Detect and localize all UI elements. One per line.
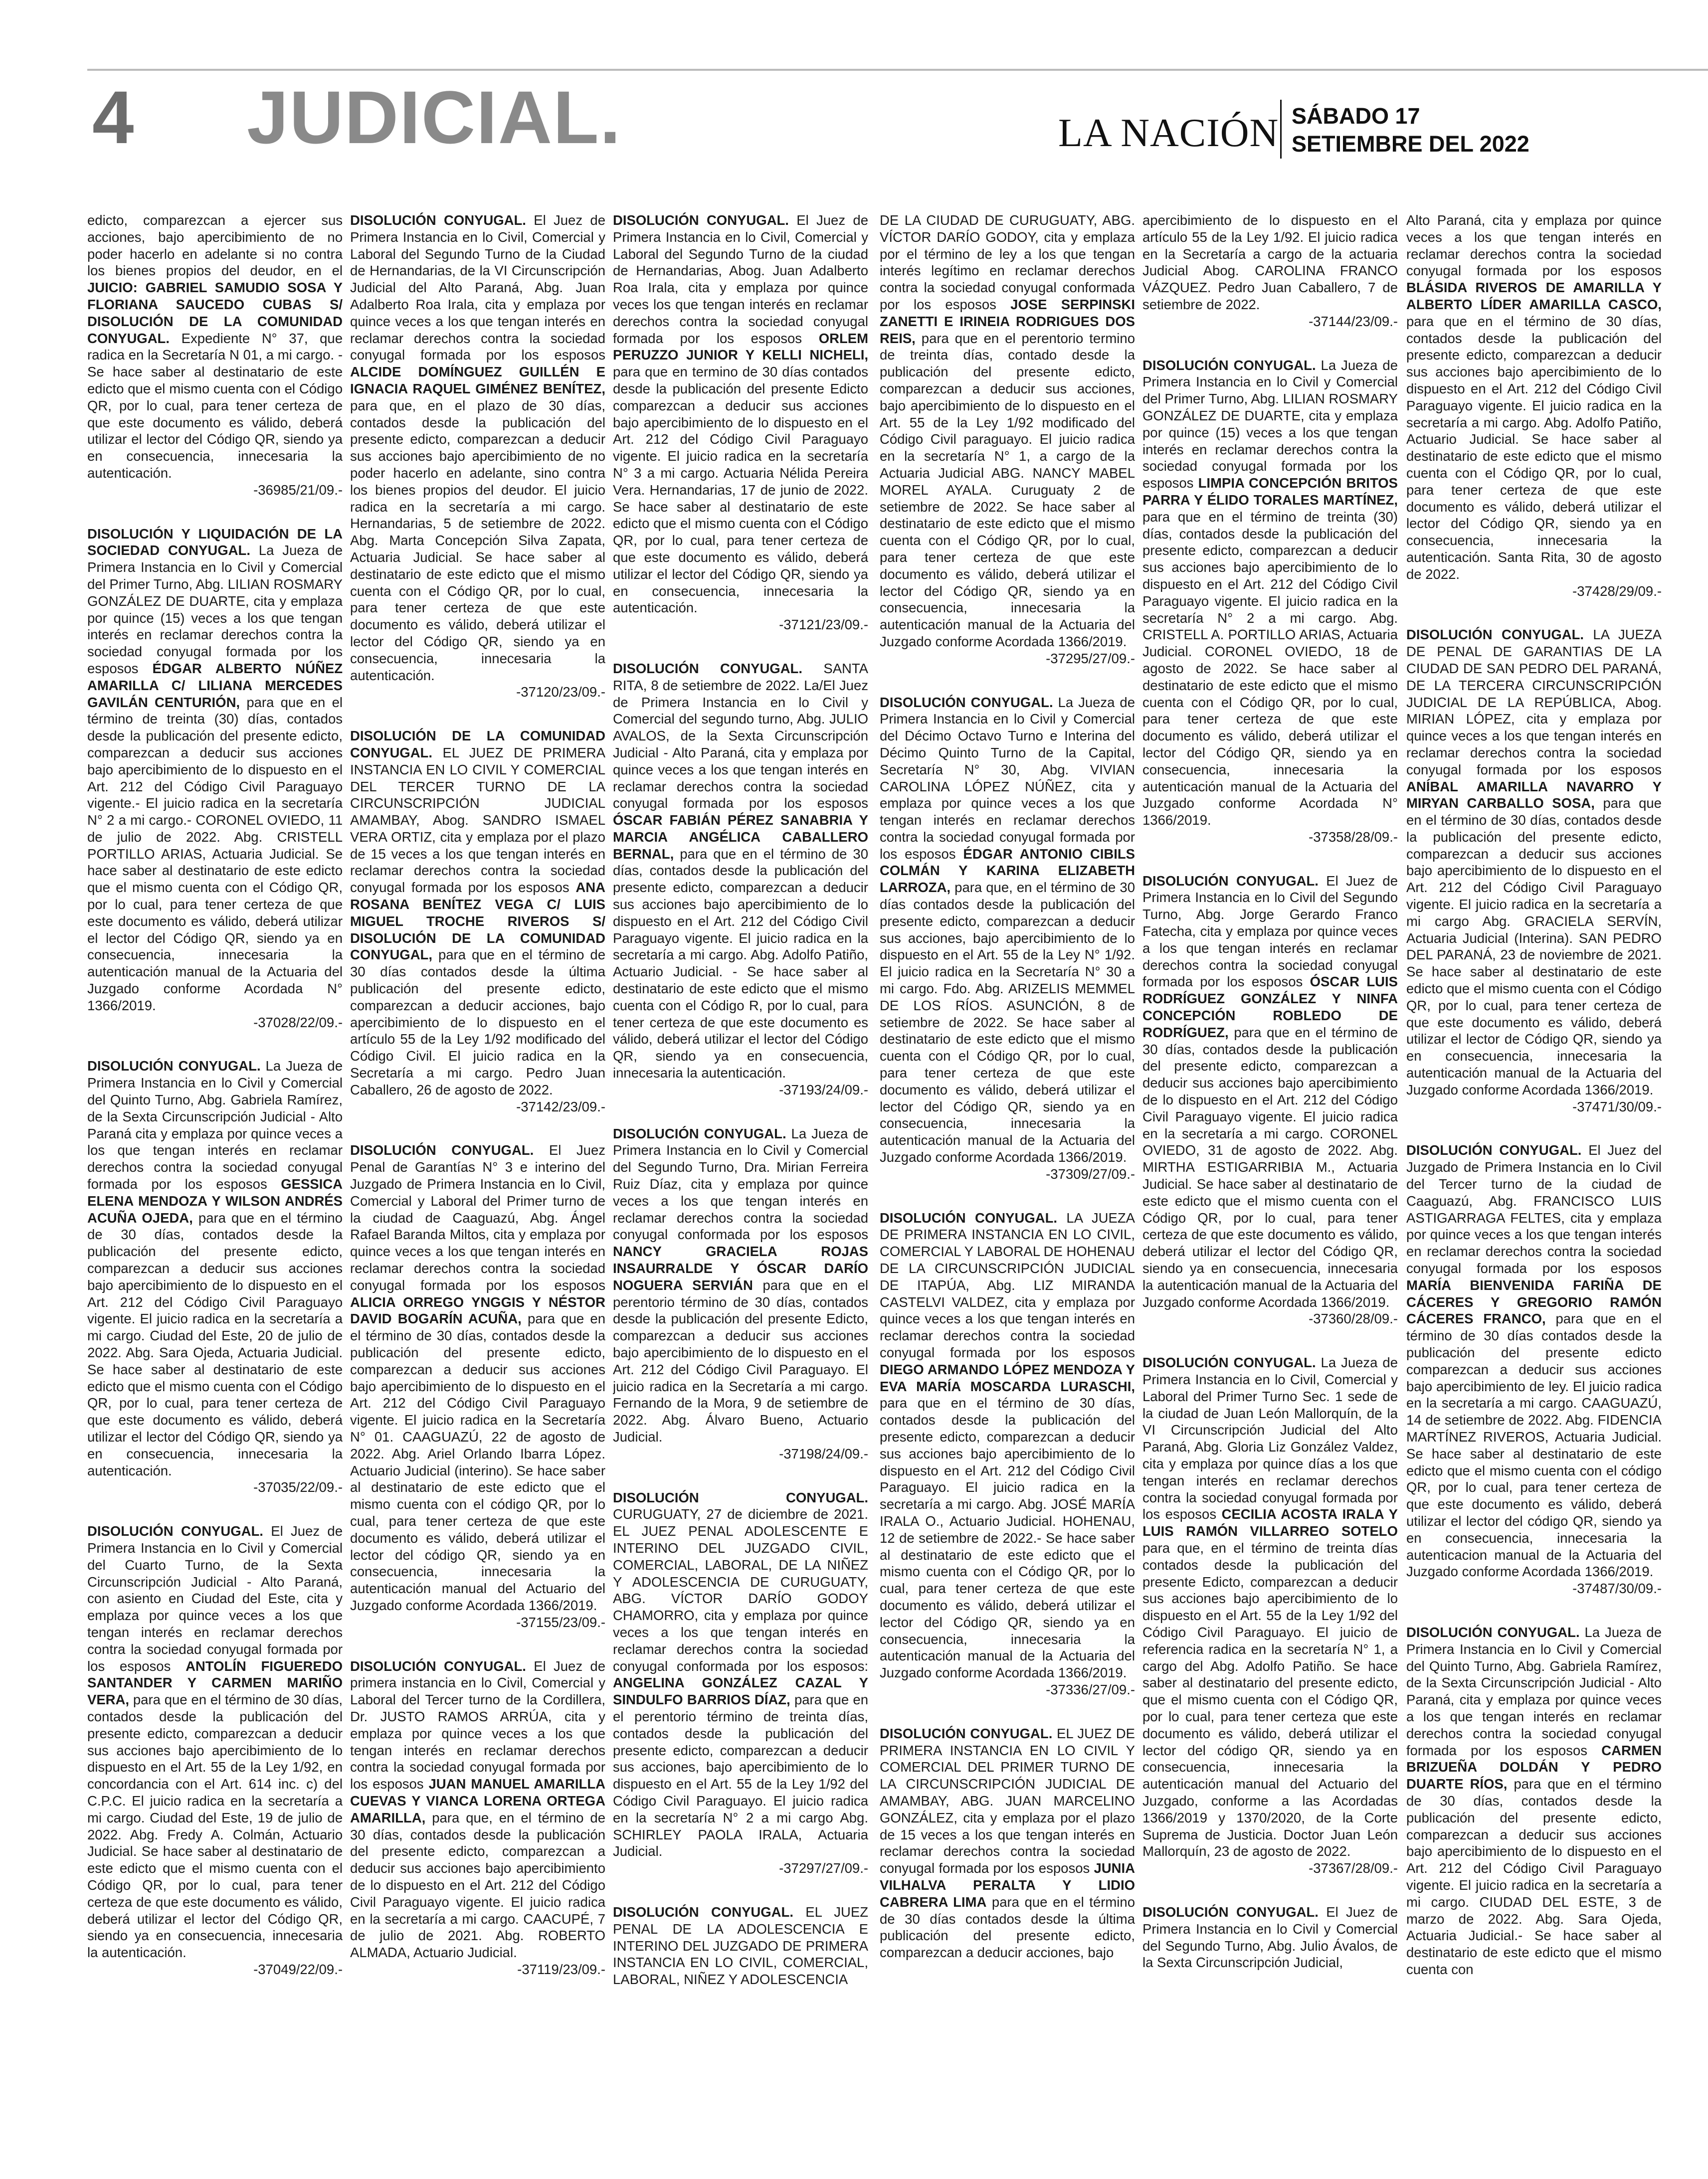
notice-parties: JOSE SERPINSKI ZANETTI E IRINEIA RODRIGUES DOS REIS, xyxy=(880,296,1135,346)
notice-heading: DISOLUCIÓN CONYUGAL. xyxy=(613,212,789,228)
notice-text: Alto Paraná, cita y emplaza por quince veces a los que tengan interés en reclamar derechos contra la sociedad conyugal formada por los esposos xyxy=(1406,212,1662,279)
notice-reference: -37198/24/09.- xyxy=(779,1446,868,1461)
notice-reference: -37144/23/09.- xyxy=(1309,313,1398,329)
notice-parties: ALCIDE DOMÍNGUEZ GUILLÉN E IGNACIA RAQUEL GIMÉNEZ BENÍTEZ, xyxy=(350,364,605,396)
notice-text: El Juez de Primera Instancia en lo Civil y Comercial del Segundo Turno, Abg. Julio Ávalos, de la Sexta Circunscripción Judicial, xyxy=(1142,1904,1398,1971)
notice-reference: -37119/23/09.- xyxy=(517,1961,605,1977)
notice-heading: DISOLUCIÓN CONYUGAL. xyxy=(1406,627,1584,643)
notice xyxy=(1406,1624,1662,1978)
notice-parties: ALICIA ORREGO YNGGIS Y NÉSTOR DAVID BOGARÍN ACUÑA, xyxy=(350,1294,605,1327)
notice-text: EL JUEZ PENAL DE LA ADOLESCENCIA E INTERINO DEL JUZGADO DE PRIMERA INSTANCIA EN LO CIVIL, COMERCIAL, LABORAL, NIÑEZ Y ADOLESCENCIA xyxy=(613,1904,868,1988)
notice xyxy=(1142,357,1398,846)
notice-text: para que en el término de 30 días, contados desde la publicación del presente edicto, comparezcan a deducir sus acciones bajo apercibimiento de lo dispuesto en el Art. 212 del Código Civil Paraguayo vigente. El juicio radica en la secretaría a mi cargo Abg. GRACIELA SERVÍN, Actuaria Judicial (Interina). SAN PEDRO DEL PARANÁ, 23 de noviembre de 2021. Se hace saber al destinatario de este edicto que el mismo cuenta con el Código QR, por lo cual, para tener certeza de que este documento es válido, deberá utilizar el lector de Código QR, siendo ya en consecuencia, innecesaria la autenticación manual de la Actuaria del Juzgado conforme Acordada 1366/2019. xyxy=(1406,795,1662,1097)
column-5 xyxy=(1142,212,1398,2152)
notice-heading: DISOLUCIÓN CONYUGAL. xyxy=(350,212,526,228)
notice-text: para que en el término de 30 días contados desde la publicación del presente edicto comparezcan a deducir sus acciones bajo apercibimiento de ley. El juicio radica en la secretaría a mi cargo. CAAGUAZÚ, 14 de setiembre de 2022. Abg. FIDENCIA MARTÍNEZ RIVEROS, Actuaria Judicial. Se hace saber al destinatario de este edicto que el mismo cuenta con el código QR, por lo cual, para tener certeza de que este documento es válido, deberá utilizar el lector del código QR, siendo ya en consecuencia, innecesaria la autenticacion manual de la Actuaria del Juzgado conforme Acordada 1366/2019. xyxy=(1406,1311,1662,1580)
notice-heading: DISOLUCIÓN CONYUGAL. xyxy=(1142,357,1316,373)
notice xyxy=(613,1489,868,1877)
notice-reference: -37028/22/09.- xyxy=(253,1014,343,1030)
notice xyxy=(1142,212,1398,330)
notice-text: para que en el término de treinta (30) días, contados desde la publicación del presente edicto, comparezcan a deducir sus acciones bajo apercibimiento de lo dispuesto en el Art. 212 del Código Civil Paraguayo vigente.- El juicio radica en la secretaría N° 2 a mi cargo.- CORONEL OVIEDO, 11 de julio de 2022. Abg. CRISTELL PORTILLO ARIAS, Actuaria Judicial. Se hace saber al destinatario de este edicto que el mismo cuenta con el Código QR, por lo cual, para tener certeza de que este documento es válido, deberá utilizar el lector del Código QR, siendo ya en consecuencia, innecesaria la autenticación manual de la Actuaria del Juzgado conforme Acordada N° 1366/2019. xyxy=(87,694,343,1013)
notice xyxy=(613,660,868,1098)
page-number: 4 xyxy=(92,75,134,159)
notice-heading: DISOLUCIÓN CONYUGAL. xyxy=(1142,873,1319,889)
header-rule xyxy=(87,69,1708,71)
notice-parties: ÓSCAR FABIÁN PÉREZ SANABRIA Y MARCIA ANGÉLICA CABALLERO BERNAL, xyxy=(613,812,868,862)
notice-text: SANTA RITA, 8 de setiembre de 2022. La/El Juez de Primera Instancia en lo Civil y Comercial del segundo turno, Abg. JULIO AVALOS, de la Sexta Circunscripción Judicial - Alto Paraná, cita y emplaza por quince veces a los que tengan interés en reclamar derechos contra la sociedad conyugal formada por los esposos xyxy=(613,660,868,811)
notice-reference: -37309/27/09.- xyxy=(1046,1166,1135,1182)
notice-reference: -37297/27/09.- xyxy=(779,1860,868,1876)
notice xyxy=(1142,1354,1398,1877)
notice-reference: -37120/23/09.- xyxy=(516,684,605,700)
notice xyxy=(1406,626,1662,1115)
notice xyxy=(1142,1904,1398,1971)
notice-parties: MARÍA BIENVENIDA FARIÑA DE CÁCERES Y GREGORIO RAMÓN CÁCERES FRANCO, xyxy=(1406,1277,1662,1327)
notice-text: EL JUEZ DE PRIMERA INSTANCIA EN LO CIVIL Y COMERCIAL DEL PRIMER TURNO DE LA CIRCUNSCRIPCIÓN JUDICIAL DE AMAMBAY, ABG. JUAN MARCELINO GONZÁLEZ, cita y emplaza por el plazo de 15 veces a los que tengan interés en reclamar derechos contra la sociedad conyugal formada por los esposos xyxy=(880,1725,1135,1876)
notice-parties: ANGELINA GONZÁLEZ CAZAL Y SINDULFO BARRIOS DÍAZ, xyxy=(613,1675,868,1708)
notice-parties: ANTOLÍN FIGUEREDO SANTANDER Y CARMEN MARIÑO VERA, xyxy=(87,1658,343,1708)
notices-area xyxy=(87,212,1662,2152)
column-1 xyxy=(87,212,343,2152)
notice xyxy=(350,1658,605,1978)
header-divider xyxy=(1280,100,1282,159)
notice-parties: CECILIA ACOSTA IRALA Y LUIS RAMÓN VILLARREO SOTELO xyxy=(1142,1506,1398,1539)
notice-parties: NANCY GRACIELA ROJAS INSAURRALDE Y ÓSCAR DARÍO NOGUERA SERVIÁN xyxy=(613,1244,868,1293)
notice-text: EL JUEZ DE PRIMERA INSTANCIA EN LO CIVIL Y COMERCIAL DEL TERCER TURNO DE LA CIRCUNSCRIPCIÓN JUDICIAL AMAMBAY, Abog. SANDRO ISMAEL VERA ORTIZ, cita y emplaza por el plazo de 15 veces a los que tengan interés en reclamar derechos contra la sociedad conyugal formada por los esposos xyxy=(350,744,605,896)
notice-heading: DISOLUCIÓN CONYUGAL. xyxy=(87,1058,261,1074)
notice-reference: -37155/23/09.- xyxy=(516,1614,605,1630)
notice-text: La Jueza de Primera Instancia en lo Civil y Comercial del Segundo Turno, Dra. Mirian Ferreira Ruiz Díaz, cita y emplaza por quince veces a los que tengan interés en reclamar derechos contra la sociedad conyugal conformada por los esposos xyxy=(613,1125,868,1243)
section-title: JUDICIAL. xyxy=(247,75,622,159)
column-4 xyxy=(880,212,1135,2152)
issue-month-year: SETIEMBRE DEL 2022 xyxy=(1292,131,1529,157)
notice-text: para que en el término de 30 días, contados desde la publicación del presente edicto, comparezcan a deducir sus acciones bajo apercibimiento de lo dispuesto en el Art. 212 del Código Civil Paraguayo vigente. El juicio radica en la secretaría a mi cargo. CORONEL OVIEDO, 31 de agosto de 2022. Abg. MIRTHA ESTIGARRIBIA M., Actuaria Judicial. Se hace saber al destinatario de este edicto que el mismo cuenta con el Código QR, por lo cual, para tener certeza de que este documento es válido, deberá utilizar el lector del Código QR, siendo ya en consecuencia, innecesaria la autenticación manual de la Actuaria del Juzgado conforme Acordada 1366/2019. xyxy=(1142,1024,1398,1310)
notice-text: El Juez de Primera Instancia en lo Civil, Comercial y Laboral del Segundo Turno de la Ciudad de Hernandarias, de la VI Circunscripción Judicial del Alto Paraná, Abg. Juan Adalberto Roa Irala, cita y emplaza por quince veces a los que tengan interés en reclamar derechos contra la sociedad conyugal formada por los esposos xyxy=(350,212,605,363)
notice xyxy=(350,212,605,701)
notice-heading: DISOLUCIÓN CONYUGAL. xyxy=(87,1523,263,1539)
notice-parties: CARMEN BRIZUEÑA DOLDÁN Y PEDRO DUARTE RÍOS, xyxy=(1406,1742,1662,1792)
notice-heading: DISOLUCIÓN CONYUGAL. xyxy=(350,1658,526,1674)
newspaper-logo: LA NACIÓN xyxy=(1058,111,1279,155)
issue-day: SÁBADO 17 xyxy=(1292,103,1420,129)
notice xyxy=(1406,212,1662,599)
notice-parties: ÓSCAR LUIS RODRÍGUEZ GONZÁLEZ Y NINFA CONCEPCIÓN ROBLEDO DE RODRÍGUEZ, xyxy=(1142,974,1398,1040)
notice-text: LA JUEZA DE PRIMERA INSTANCIA EN LO CIVIL, COMERCIAL Y LABORAL DE HOHENAU DE LA CIRCUNSCRIPCIÓN JUDICIAL DE ITAPÚA, Abg. LIZ MIRANDA CASTELVI VALDEZ, cita y emplaza por quince veces a los que tengan interés en reclamar derechos contra la sociedad conyugal formada por los esposos xyxy=(880,1210,1135,1360)
notice xyxy=(350,1142,605,1631)
notice-heading: DISOLUCIÓN DE LA COMUNIDAD CONYUGAL. xyxy=(350,728,605,760)
notice xyxy=(1142,873,1398,1328)
notice xyxy=(880,212,1135,667)
notice-text: Expediente N° 37, que radica en la Secretaría N 01, a mi cargo. - Se hace saber al destinatario de este edicto que el mismo cuenta con el Código QR, por lo cual, para tener certeza de que este documento es válido, deberá utilizar el lector del Código QR, siendo ya en consecuencia, innecesaria la autenticación. xyxy=(87,330,343,481)
column-3 xyxy=(613,212,868,2152)
notice-text: El Juez de Primera Instancia en lo Civil y Comercial del Cuarto Turno, de la Sexta Circunscripción Judicial - Alto Paraná, con asiento en Ciudad del Este, cita y emplaza por quince veces a los que tengan interés en reclamar derechos contra la sociedad conyugal formada por los esposos xyxy=(87,1523,343,1674)
notice-heading: DISOLUCIÓN CONYUGAL. xyxy=(880,694,1053,710)
notice-heading: DISOLUCIÓN CONYUGAL. xyxy=(1406,1624,1580,1640)
notice-text: La Jueza de Primera Instancia en lo Civil y Comercial del Quinto Turno, Abg. Gabriela Ramírez, de la Sexta Circunscripción Judicial - Alto Paraná cita y emplaza por quince veces a los que tengan interés en reclamar derechos contra la sociedad conyugal formada por los esposos xyxy=(87,1058,343,1192)
notice-reference: -37358/28/09.- xyxy=(1309,829,1398,845)
notice-text: La Jueza de Primera Instancia en lo Civil y Comercial del Décimo Octavo Turno e Interina del Décimo Quinto Turno de la Capital, Secretaría N° 30, Abg. VIVIAN CAROLINA LÓPEZ NÚÑEZ, cita y emplaza por quince veces a los que tengan interés en reclamar derechos contra la sociedad conyugal formada por los esposos xyxy=(880,694,1135,862)
notice-reference: -37428/29/09.- xyxy=(1572,583,1662,599)
notice-heading: DISOLUCIÓN CONYUGAL. xyxy=(1406,1142,1582,1158)
notice-text: para que en termino de 30 días contados desde la publicación del presente Edicto comparezcan a deducir sus acciones bajo apercibimiento de lo dispuesto en el Art. 212 del Código Civil Paraguayo vigente. El juicio radica en la secretaría N° 3 a mi cargo. Actuaria Nélida Pereira Vera. Hernandarias, 17 de junio de 2022. Se hace saber al destinatario de este edicto que el mismo cuenta con el Código QR, por lo cual, para tener certeza de que este documento es válido, deberá utilizar el lector del Código QR, siendo ya en consecuencia, innecesaria la autenticación. xyxy=(613,364,868,616)
notice-reference: -37360/28/09.- xyxy=(1309,1311,1398,1327)
notice xyxy=(880,1210,1135,1698)
column-6 xyxy=(1406,212,1662,2152)
notice-text: para que, en el plazo de 30 días, contados desde la publicación del presente edicto, comparezcan a deducir sus acciones bajo apercibimiento de no poder hacerlo en adelante, sino contra los bienes propios del deudor. El juicio radica en la secretaría a mi cargo. Hernandarias, 5 de setiembre de 2022. Abg. Marta Concepción Silva Zapata, Actuaria Judicial. Se hace saber al destinatario de este edicto que el mismo cuenta con el Código QR, por lo cual, para tener certeza de que este documento es válido, deberá utilizar el lector del Código QR, siendo ya en consecuencia, innecesaria la autenticación. xyxy=(350,397,605,683)
notice-heading: DISOLUCIÓN CONYUGAL. xyxy=(613,1125,786,1141)
notice xyxy=(613,1904,868,1988)
notice-parties: ÉDGAR ANTONIO CIBILS COLMÁN Y KARINA ELIZABETH LARROZA, xyxy=(880,846,1135,896)
notice-text: para que en el término de 30 días, contados desde la publicación del presente edicto, comparezcan a deducir sus acciones bajo apercibimiento de lo dispuesto en el Art. 212 del Código Civil Paraguayo vigente. El juicio radica en la secretaría a mi cargo. CIUDAD DEL ESTE, 3 de marzo de 2022. Abg. Sara Ojeda, Actuaria Judicial.- Se hace saber al destinatario de este edicto que el mismo cuenta con xyxy=(1406,1776,1662,1977)
notice xyxy=(613,212,868,633)
notice-parties: GESSICA ELENA MENDOZA Y WILSON ANDRÉS ACUÑA OJEDA, xyxy=(87,1176,343,1226)
notice-text: para que en el término de 30 días, contados desde la publicación del presente edicto, comparezcan a deducir sus acciones bajo apercibimiento de lo dispuesto en el Art. 212 del Código Civil Paraguayo vigente. El juicio radica en la secretaría a mi cargo. Ciudad del Este, 20 de julio de 2022. Abg. Sara Ojeda, Actuaria Judicial. Se hace saber al destinatario de este edicto que el mismo cuenta con el Código QR, por lo cual, para tener certeza de que este documento es válido, deberá utilizar el lector del Código QR, siendo ya en consecuencia, innecesaria la autenticación. xyxy=(87,1210,343,1478)
notice-reference: -37035/22/09.- xyxy=(253,1479,343,1495)
notice-text: La Jueza de Primera Instancia en lo Civil y Comercial del Primer Turno, Abg. LILIAN ROSMARY GONZÁLEZ DE DUARTE, cita y emplaza por quince (15) veces a los que tengan interés en reclamar derechos contra la sociedad conyugal formada por los esposos xyxy=(87,543,343,676)
notice-text: para que, en el término de 30 días contados desde la publicación del presente edicto, comparezcan a deducir sus acciones, bajo apercibimiento de lo dispuesto en el Art. 55 de la Ley N° 1/92. El juicio radica en la Secretaría N° 30 a mi cargo. Fdo. Abg. ARIZELIS MEMMEL DE LOS RÍOS. ASUNCIÓN, 8 de setiembre de 2022. Se hace saber al destinatario de este edicto que el mismo cuenta con el Código QR, por lo cual, para tener certeza de que este documento es válido, deberá utilizar el lector del Código QR, siendo ya en consecuencia, innecesaria la autenticación manual de la Actuaria del Juzgado conforme Acordada 1366/2019. xyxy=(880,880,1135,1165)
notice xyxy=(613,1125,868,1462)
notice-text: apercibimiento de lo dispuesto en el artículo 55 de la Ley 1/92. El juicio radica en la Secretaría a cargo de la actuaria Judicial Abog. CAROLINA FRANCO VÁZQUEZ. Pedro Juan Caballero, 7 de setiembre de 2022. xyxy=(1142,212,1398,312)
notice-text: El Juez de primera instancia en lo Civil, Comercial y Laboral del Tercer turno de la Cordillera, Dr. JUSTO RAMOS ARRÚA, cita y emplaza por quince veces a los que tengan interés en reclamar derechos contra la sociedad conyugal formada por los esposos xyxy=(350,1658,605,1792)
notice-reference: -37367/28/09.- xyxy=(1309,1860,1398,1876)
notice-text: para que, en el término de 30 días, contados desde la publicación del presente edicto, comparezcan a deducir sus acciones bajo apercibimiento de lo dispuesto en el Art. 212 del Código Civil Paraguayo vigente. El juicio radica en la secretaría a mi cargo. CAACUPÉ, 7 de julio de 2021. Abg. ROBERTO ALMADA, Actuario Judicial. xyxy=(350,1810,605,1961)
notice-parties: DIEGO ARMANDO LÓPEZ MENDOZA Y EVA MARÍA MOSCARDA LURASCHI, xyxy=(880,1361,1135,1394)
notice-text: El Juez del Juzgado de Primera Instancia en lo Civil del Tercer turno de la ciudad de Caaguazú, Abg. FRANCISCO LUIS ASTIGARRAGA FELTES, cita y emplaza por quince veces a los que tengan interés en reclamar derechos contra la sociedad conyugal formada por los esposos xyxy=(1406,1142,1662,1276)
notice-reference: -37295/27/09.- xyxy=(1046,650,1135,666)
notice xyxy=(880,694,1135,1183)
notice xyxy=(87,1058,343,1496)
notice-heading: DISOLUCIÓN CONYUGAL. xyxy=(613,660,802,676)
notice-text: La Jueza de Primera Instancia en lo Civil y Comercial del Primer Turno, Abg. LILIAN ROSMARY GONZÁLEZ DE DUARTE, cita y emplaza por quince (15) veces a los que tengan interés en reclamar derechos contra la sociedad conyugal formada por los esposos xyxy=(1142,357,1398,491)
notice-text: La Jueza de Primera Instancia en lo Civil y Comercial del Quinto Turno, Abg. Gabriela Ramírez, de la Sexta Circunscripción Judicial - Alto Paraná, cita y emplaza por quince veces a los que tengan interés en reclamar derechos contra la sociedad conyugal formada por los esposos xyxy=(1406,1624,1662,1758)
notice-heading: DISOLUCIÓN CONYUGAL. xyxy=(350,1142,534,1158)
notice-text: El Juez de Primera Instancia en lo Civil del Segundo Turno, Abg. Jorge Gerardo Franco Fatecha, cita y emplaza por quince veces a los que tengan interés en reclamar derechos contra la sociedad conyugal formada por los esposos xyxy=(1142,873,1398,990)
notice xyxy=(350,727,605,1115)
notice-heading: DISOLUCIÓN CONYUGAL. xyxy=(880,1725,1053,1741)
notice-parties: LIMPIA CONCEPCIÓN BRITOS PARRA Y ÉLIDO TORALES MARTÍNEZ, xyxy=(1142,475,1398,508)
notice-text: para que en el término de 30 días contados desde la última publicación del presente edicto, comparezcan a deducir acciones, bajo xyxy=(880,1894,1135,1961)
notice-text: para que en el término de 30 días contados desde la última publicación del presente edicto, comparezcan a deducir acciones, bajo apercibimiento de lo dispuesto en el artículo 55 de la Ley 1/92 modificado del Código Civil. El juicio radica en la Secretaría a mi cargo. Pedro Juan Caballero, 26 de agosto de 2022. xyxy=(350,947,605,1097)
notice-reference: -36985/21/09.- xyxy=(253,482,343,498)
notice-parties: ANÍBAL AMARILLA NAVARRO Y MIRYAN CARBALLO SOSA, xyxy=(1406,778,1662,811)
notice-text: para que en el término de 30 días, contados desde la publicación del presente edicto, comparezcan a deducir sus acciones bajo apercibimiento de lo dispuesto en el Art. 212 del Código Civil Paraguayo vigente. El juicio radica en la Secretaría N° 01. CAAGUAZÚ, 22 de agosto de 2022. Abg. Ariel Orlando Ibarra López. Actuario Judicial (interino). Se hace saber al destinatario de este edicto que el mismo cuenta con el código QR, por lo cual, para tener certeza de que este documento es válido, deberá utilizar el lector del código QR, siendo ya en consecuencia, innecesaria la autenticación manual del Actuario del Juzgado conforme Acordada 1366/2019. xyxy=(350,1311,605,1613)
notice-text: El Juez de Primera Instancia en lo Civil, Comercial y Laboral del Segundo Turno de la ciudad de Hernandarias, Abog. Juan Adalberto Roa Irala, cita y emplaza por quince veces los que tengan interés en reclamar derechos contra la sociedad conyugal formada por los esposos xyxy=(613,212,868,346)
notice-text: para que en el perentorio término de 30 días, contados desde la publicación del presente Edicto, comparezcan a deducir sus acciones bajo apercibimiento de lo dispuesto en el Art. 212 del Código Civil Paraguayo. El juicio radica en la Secretaría a mi cargo. Fernando de la Mora, 9 de setiembre de 2022. Abg. Álvaro Bueno, Actuario Judicial. xyxy=(613,1277,868,1445)
notice-text: edicto, comparezcan a ejercer sus acciones, bajo apercibimiento de no poder hacerlo en adelante si no contra los bienes propios del deudor, en el xyxy=(87,212,343,279)
notice-heading: DISOLUCIÓN CONYUGAL. xyxy=(1142,1904,1319,1920)
notice xyxy=(880,1725,1135,1961)
notice-reference: -37121/23/09.- xyxy=(779,617,868,633)
issue-date xyxy=(1292,102,1529,158)
notice-parties: JUICIO: GABRIEL SAMUDIO SOSA Y FLORIANA SAUCEDO CUBAS S/ DISOLUCIÓN DE LA COMUNIDAD CONYUGAL. xyxy=(87,280,343,346)
notice-parties: JUAN MANUEL AMARILLA CUEVAS Y VIANCA LORENA ORTEGA AMARILLA, xyxy=(350,1776,605,1825)
notice xyxy=(1406,1142,1662,1597)
notice-heading: DISOLUCIÓN CONYUGAL. xyxy=(613,1489,868,1505)
notice-text: para que, en el término de treinta días contados desde la publicación del presente Edicto, comparezcan a deducir sus acciones bajo apercibimiento de lo dispuesto en el Art. 55 de la Ley 1/92 del Código Civil Paraguayo. El juicio de referencia radica en la secretaría N° 1, a cargo del Abg. Adolfo Patiño. Se hace saber al destinatario del presente edicto, que el mismo cuenta con el Código QR, por lo cual, para tener certeza que este documento es válido, deberá utilizar el lector del código QR, siendo ya en consecuencia, innecesaria la autenticación manual del Actuario del Juzgado, conforme a las Acordadas 1366/2019 y 1370/2020, de la Corte Suprema de Justicia. Doctor Juan León Mallorquín, 23 de agosto de 2022. xyxy=(1142,1540,1398,1859)
notice-text: para que en el término de 30 días, contados desde la publicación del presente edicto, comparezcan a deducir sus acciones bajo apercibimiento de lo dispuesto en el Art. 212 del Código Civil Paraguayo vigente. El juicio radica en la secretaría a mi cargo. Abg. Adolfo Patiño, Actuario Judicial. Se hace saber al destinatario de este edicto que el mismo cuenta con el Código QR, por lo cual, para tener certeza de que este documento es válido, deberá utilizar el lector del Código QR, siendo ya en consecuencia, innecesaria la autenticación. Santa Rita, 30 de agosto de 2022. xyxy=(1406,313,1662,582)
notice-text: CURUGUATY, 27 de diciembre de 2021. EL JUEZ PENAL ADOLESCENTE E INTERINO DEL JUZGADO CIVIL, COMERCIAL, LABORAL, DE LA NIÑEZ Y ADOLESCENCIA DE CURUGUATY, ABG. VÍCTOR DARÍO GODOY CHAMORRO, cita y emplaza por quince veces a los que tengan interés en reclamar derechos contra la sociedad conyugal conformada por los esposos: xyxy=(613,1506,868,1674)
notice-parties: ÉDGAR ALBERTO NÚÑEZ AMARILLA C/ LILIANA MERCEDES GAVILÁN CENTURIÓN, xyxy=(87,660,343,710)
notice-text: para que en el término de treinta (30) días, contados desde la publicación del presente edicto, comparezcan a deducir sus acciones bajo apercibimiento de lo dispuesto en el Art. 212 del Código Civil Paraguayo vigente. El juicio radica en la secretaría N° 2 a mi cargo. Abg. CRISTELL A. PORTILLO ARIAS, Actuaria Judicial. CORONEL OVIEDO, 18 de agosto de 2022. Se hace saber al destinatario de este edicto que el mismo cuenta con el Código QR, por lo cual, para tener certeza de que este documento es válido, deberá utilizar el lector del Código QR, siendo ya en consecuencia, innecesaria la autenticación manual de la Actuaria del Juzgado conforme Acordada N° 1366/2019. xyxy=(1142,509,1398,828)
notice-text: para que en el perentorio termino de treinta días, contado desde la publicación del presente edicto, comparezcan a deducir sus acciones, bajo apercibimiento de lo dispuesto en el Art. 55 de la Ley 1/92 modificado del Código Civil paraguayo. El juicio radica en la secretaría N° 1, a cargo de la Actuaria Judicial ABG. NANCY MABEL MOREL AYALA. Curuguaty 2 de setiembre de 2022. Se hace saber al destinatario de este edicto que el mismo cuenta con el Código QR, por lo cual, para tener certeza de que este documento es válido, deberá utilizar el lector del Código QR, siendo ya en consecuencia, innecesaria la autenticación manual de la Actuaria del Juzgado conforme Acordada 1366/2019. xyxy=(880,330,1135,649)
notice-text: El Juez Penal de Garantías N° 3 e interino del Juzgado de Primera Instancia en lo Civil, Comercial y Laboral del Primer turno de la ciudad de Caaguazú, Abg. Ángel Rafael Baranda Miltos, cita y emplaza por quince veces a los que tengan interés en reclamar derechos contra la sociedad conyugal formada por los esposos xyxy=(350,1142,605,1293)
notice-text: LA JUEZA DE PENAL DE GARANTIAS DE LA CIUDAD DE SAN PEDRO DEL PARANÁ, DE LA TERCERA CIRCUNSCRIPCIÓN JUDICIAL DE LA REPÚBLICA, Abog. MIRIAN LÓPEZ, cita y emplaza por quince veces a los que tengan interés en reclamar derechos contra la sociedad conyugal formada por los esposos xyxy=(1406,627,1662,777)
column-2 xyxy=(350,212,605,2152)
notice-parties: JUNIA VILHALVA PERALTA Y LIDIO CABRERA LIMA xyxy=(880,1860,1135,1910)
notice-text: DE LA CIUDAD DE CURUGUATY, ABG. VÍCTOR DARÍO GODOY, cita y emplaza por el término de ley a los que tengan interés legítimo en reclamar derechos contra la sociedad conyugal conformada por los esposos xyxy=(880,212,1135,312)
notice xyxy=(87,1523,343,1978)
notice-reference: -37142/23/09.- xyxy=(516,1098,605,1114)
notice xyxy=(87,526,343,1031)
notice-text: para que en el perentorio término de treinta días, contados desde la publicación del presente edicto, comparezcan a deducir sus acciones, bajo apercibimiento de lo dispuesto en el Art. 55 de la Ley 1/92 del Código Civil Paraguayo. El juicio radica en la secretaría N° 2 a mi cargo Abg. SCHIRLEY PAOLA IRALA, Actuaria Judicial. xyxy=(613,1692,868,1859)
notice-reference: -37336/27/09.- xyxy=(1046,1681,1135,1697)
notice-parties: ANA ROSANA BENÍTEZ VEGA C/ LUIS MIGUEL TROCHE RIVEROS S/ DISOLUCIÓN DE LA COMUNIDAD CONYUGAL, xyxy=(350,880,605,963)
notice xyxy=(87,212,343,499)
notice-reference: -37471/30/09.- xyxy=(1572,1098,1662,1114)
notice-parties: BLÁSIDA RIVEROS DE AMARILLA Y ALBERTO LÍDER AMARILLA CASCO, xyxy=(1406,280,1662,312)
notice-reference: -37193/24/09.- xyxy=(779,1082,868,1097)
notice-heading: DISOLUCIÓN CONYUGAL. xyxy=(613,1904,793,1920)
notice-heading: DISOLUCIÓN CONYUGAL. xyxy=(880,1210,1058,1226)
notice-reference: -37487/30/09.- xyxy=(1572,1581,1662,1597)
notice-text: para que en el término de 30 días, contados desde la publicación del presente edicto, comparezcan a deducir sus acciones bajo apercibimiento de lo dispuesto en el Art. 55 de la Ley 1/92, en concordancia con el Art. 614 inc. c) del C.P.C. El juicio radica en la secretaría a mi cargo. Ciudad del Este, 19 de julio de 2022. Abg. Fredy A. Colmán, Actuario Judicial. Se hace saber al destinatario de este edicto que el mismo cuenta con el Código QR, por lo cual, para tener certeza de que este documento es válido, deberá utilizar el lector del Código QR, siendo ya en consecuencia, innecesaria la autenticación. xyxy=(87,1692,343,1961)
notice-parties: ORLEM PERUZZO JUNIOR Y KELLI NICHELI, xyxy=(613,330,868,363)
notice-text: La Jueza de Primera Instancia en lo Civil, Comercial y Laboral del Primer Turno Sec. 1 sede de la ciudad de Juan León Mallorquín, de la VI Circunscripción Judicial del Alto Paraná, Abg. Gloria Liz González Valdez, cita y emplaza por quince días a los que tengan interés en reclamar derechos contra la sociedad conyugal formada por los esposos xyxy=(1142,1355,1398,1522)
notice-heading: DISOLUCIÓN CONYUGAL. xyxy=(1142,1355,1316,1371)
notice-text: para que en el término de 30 días, contados desde la publicación del presente edicto, comparezcan a deducir sus acciones bajo apercibimiento de lo dispuesto en el Art. 212 del Código Civil Paraguayo vigente. El juicio radica en la secretaría a mi cargo. Abg. Adolfo Patiño, Actuario Judicial. - Se hace saber al destinatario de este edicto que el mismo cuenta con el Código R, por lo cual, para tener certeza de que este documento es válido, deberá utilizar el lector del Código QR, siendo ya en consecuencia, innecesaria la autenticación. xyxy=(613,846,868,1081)
notice-reference: -37049/22/09.- xyxy=(253,1961,343,1977)
notice-text: para que en el término de 30 días, contados desde la publicación del presente edicto, comparezcan a deducir sus acciones bajo apercibimiento de lo dispuesto en el Art. 212 del Código Civil Paraguayo. El juicio radica en la secretaría a mi cargo. Abg. JOSÉ MARÍA IRALA O., Actuario Judicial. HOHENAU, 12 de setiembre de 2022.- Se hace saber al destinatario de este edicto que el mismo cuenta con el Código QR, por lo cual, para tener certeza de que este documento es válido, deberá utilizar el lector del Código QR, siendo ya en consecuencia, innecesaria la autenticación manual de la Actuaria del Juzgado conforme Acordada 1366/2019. xyxy=(880,1395,1135,1681)
notice-heading: DISOLUCIÓN Y LIQUIDACIÓN DE LA SOCIEDAD CONYUGAL. xyxy=(87,526,343,558)
